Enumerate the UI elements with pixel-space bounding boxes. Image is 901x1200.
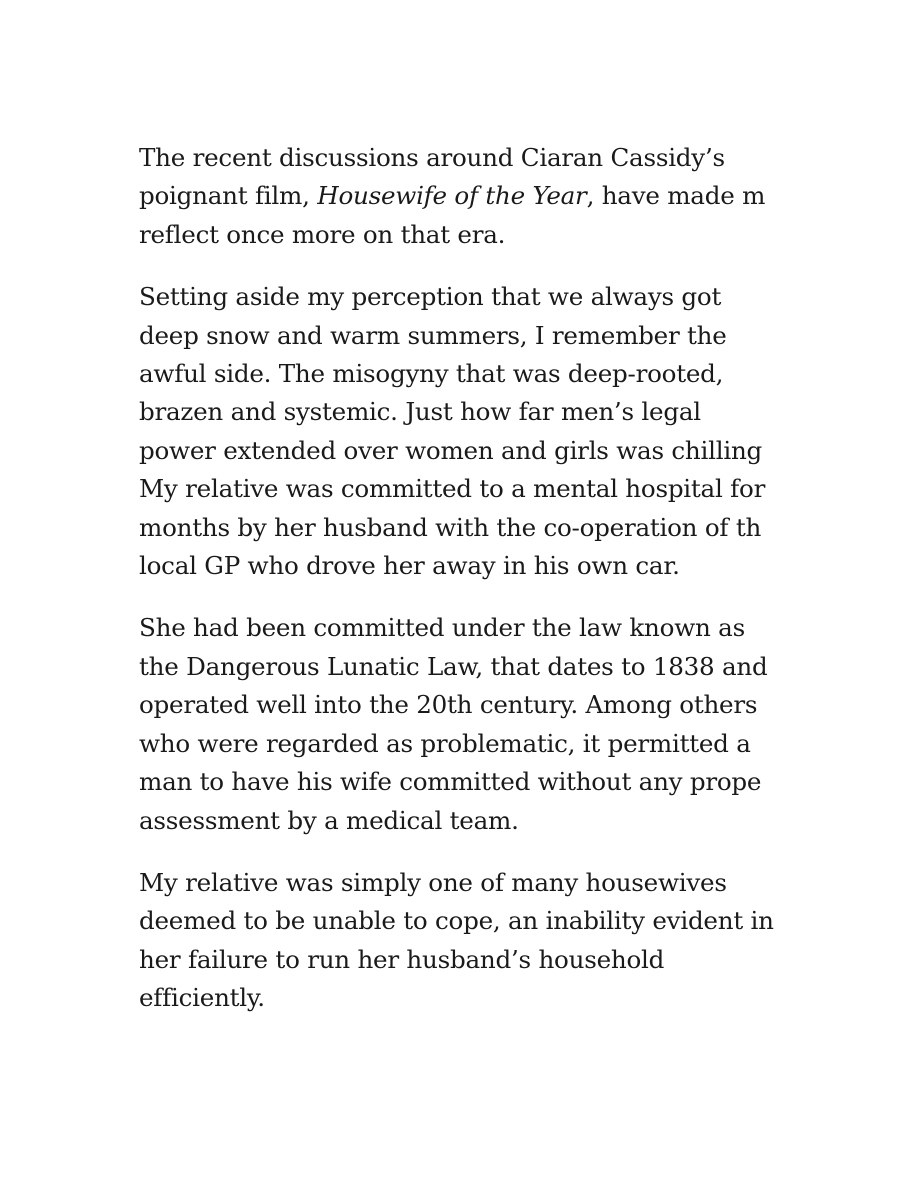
film-title: Housewife of the Year (317, 181, 587, 211)
text-line (139, 177, 780, 215)
text-line: efficiently. (139, 983, 265, 1013)
text-span: poignant film, (139, 181, 318, 211)
text-line: local GP who drove her away in his own car. (139, 551, 680, 581)
text-line: operated well into the 20th century. Among others (139, 690, 758, 720)
paragraph-4 (139, 864, 780, 1018)
text-line: Setting aside my perception that we always got (139, 282, 722, 312)
text-line: the Dangerous Lunatic Law, that dates to 1838 and (139, 651, 768, 681)
text-line: My relative was simply one of many housewives (139, 867, 727, 897)
paragraph-1 (139, 139, 780, 254)
article-body (139, 139, 780, 1042)
text-line: She had been committed under the law known as (139, 613, 745, 643)
text-line: months by her husband with the co-operation of th (139, 512, 762, 542)
text-line: awful side. The misogyny that was deep-rooted, (139, 359, 724, 389)
text-line: assessment by a medical team. (139, 805, 519, 835)
text-line: brazen and systemic. Just how far men’s legal (139, 397, 701, 427)
text-line: deep snow and warm summers, I remember the (139, 320, 727, 350)
text-line: reflect once more on that era. (139, 219, 506, 249)
text-line: man to have his wife committed without any prope (139, 767, 762, 797)
text-line: her failure to run her husband’s household (139, 944, 665, 974)
text-line: deemed to be unable to cope, an inability evident in (139, 906, 774, 936)
text-line: The recent discussions around Ciaran Cassidy’s (139, 143, 725, 172)
text-line: power extended over women and girls was chilling (139, 435, 763, 465)
paragraph-2 (139, 278, 780, 585)
text-line: who were regarded as problematic, it permitted a (139, 728, 751, 758)
text-line: My relative was committed to a mental hospital for (139, 474, 766, 504)
paragraph-3 (139, 609, 780, 839)
text-span: , have made m (586, 181, 766, 211)
